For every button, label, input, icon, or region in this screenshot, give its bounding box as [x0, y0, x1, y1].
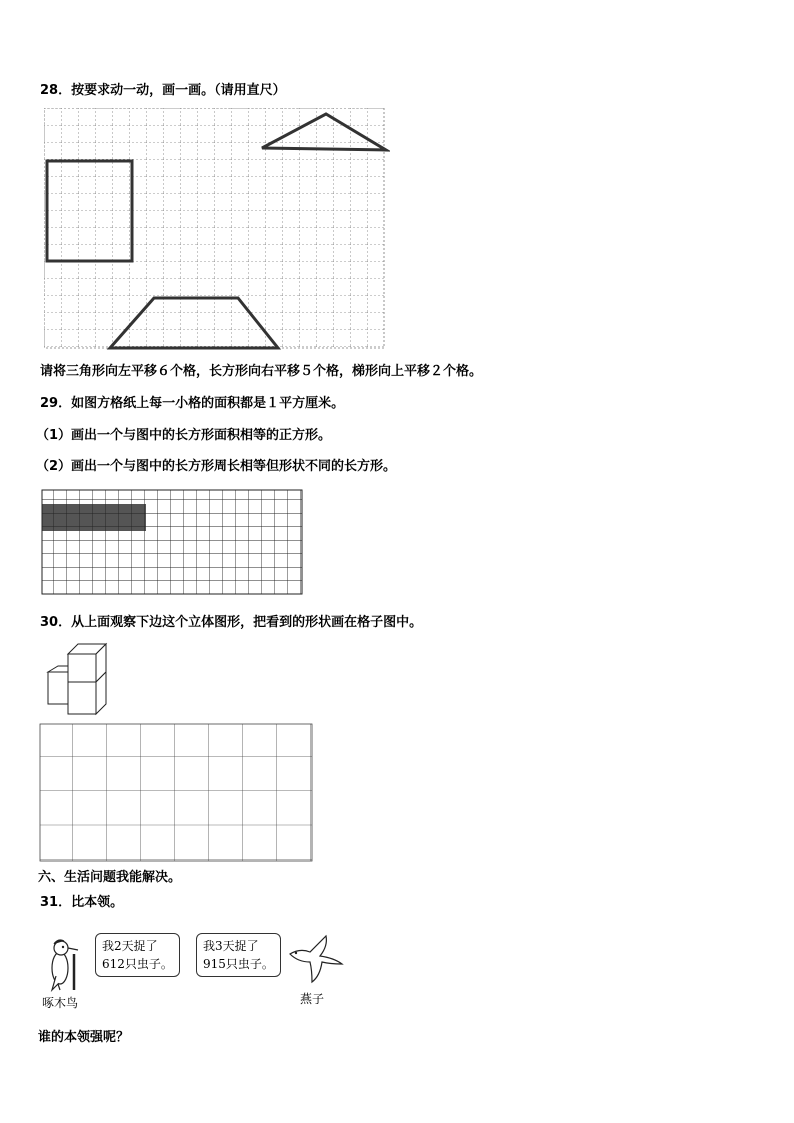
q28-title: 28．按要求动一动，画一画。（请用直尺） [40, 83, 286, 98]
q30-title: 30．从上面观察下边这个立体图形，把看到的形状画在格子图中。 [40, 615, 423, 630]
q29-part2: （2）画出一个与图中的长方形周长相等但形状不同的长方形。 [36, 459, 397, 474]
q29-part1: （1）画出一个与图中的长方形面积相等的正方形。 [36, 428, 332, 443]
q28-instruction: 请将三角形向左平移６个格，长方形向右平移５个格，梯形向上平移２个格。 [40, 364, 483, 379]
swallow-line1: 我3天捉了 [203, 939, 259, 953]
q31-question: 谁的本领强呢？ [38, 1030, 130, 1045]
swallow-icon [286, 928, 346, 984]
q28-grid [44, 108, 390, 354]
swallow-caption: 燕子 [300, 992, 325, 1006]
woodpecker-caption: 啄木鸟 [42, 996, 79, 1010]
woodpecker-icon [44, 936, 90, 992]
swallow-line2: 915只虫子。 [203, 957, 274, 971]
q30-grid [38, 722, 314, 862]
swallow-speech-bubble [196, 933, 281, 977]
cube-figure [44, 642, 124, 718]
woodpecker-line1: 我2天捉了 [102, 939, 158, 953]
woodpecker-line2: 612只虫子。 [102, 957, 173, 971]
q31-title: 31．比本领。 [40, 895, 124, 910]
q29-title: 29．如图方格纸上每一小格的面积都是１平方厘米。 [40, 396, 345, 411]
q29-grid [40, 486, 304, 596]
section6-title: 六、生活问题我能解决。 [38, 870, 182, 885]
woodpecker-speech-bubble [95, 933, 180, 977]
